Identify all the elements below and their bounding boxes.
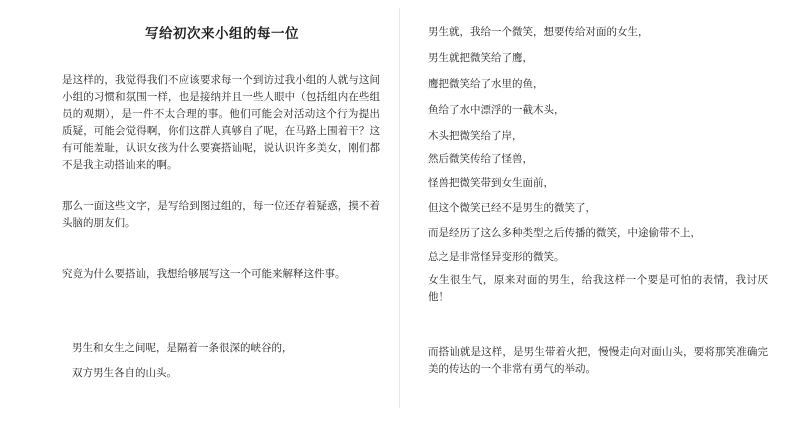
poem-line: 而是经历了这么多种类型之后传播的微笑，中途偷带不上， <box>428 227 701 239</box>
poem-line: 鹰把微笑给了水里的鱼， <box>428 78 544 90</box>
poem-line: 总之是非常怪异变形的微笑。 <box>428 251 565 263</box>
poem-line: 男生就把微笑给了鹰， <box>428 52 533 64</box>
right-page <box>400 0 800 426</box>
poem-line: 男生就，我给一个微笑，想要传给对面的女生， <box>428 26 649 38</box>
poem-line: 女生很生气，原来对面的男生，给我这样一个要是可怕的表情，我讨厌他！ <box>428 274 768 303</box>
poem-line: 木头把微笑给了岸， <box>428 130 523 142</box>
paragraph: 双方男生各自的山头。 <box>72 367 177 379</box>
paragraph: 那么一面这些文字，是写给到图过组的，每一位还存着疑惑，摸不着头脑的朋友们。 <box>62 200 380 229</box>
paragraph: 究竟为什么要搭讪，我想给够展写这一个可能来解释这件事。 <box>62 268 346 280</box>
poem-line: 但这个微笑已经不是男生的微笑了， <box>428 202 596 214</box>
document-title: 写给初次来小组的每一位 <box>145 26 299 42</box>
paragraph: 是这样的，我觉得我们不应该要求每一个到访过我小组的人就与这间小组的习惯和氛围一样，也是接纳并且一些人眼中（包括组内在些组员的观期），是一件不太合理的事。他们可能会对活动这个行为提出质疑，可能会觉得啊，你们这群人真够自了呢，在马路上围着干？这有可能羞耻，认识女孩为什么要赛搭讪呢，说认识许多美女，刚们都不是我主动搭讪来的啊。 <box>62 74 380 171</box>
paragraph: 男生和女生之间呢，是隔着一条很深的峡谷的， <box>72 342 293 354</box>
poem-line: 怪兽把微笑带到女生面前， <box>428 177 554 189</box>
poem-line: 鱼给了水中漂浮的一截木头， <box>428 104 565 116</box>
poem-line: 然后微笑传给了怪兽， <box>428 153 533 165</box>
closing-paragraph: 而搭讪就是这样，是男生带着火把，慢慢走向对面山头，要将那笑准确完美的传达的一个非常有勇气的举动。 <box>428 346 768 375</box>
